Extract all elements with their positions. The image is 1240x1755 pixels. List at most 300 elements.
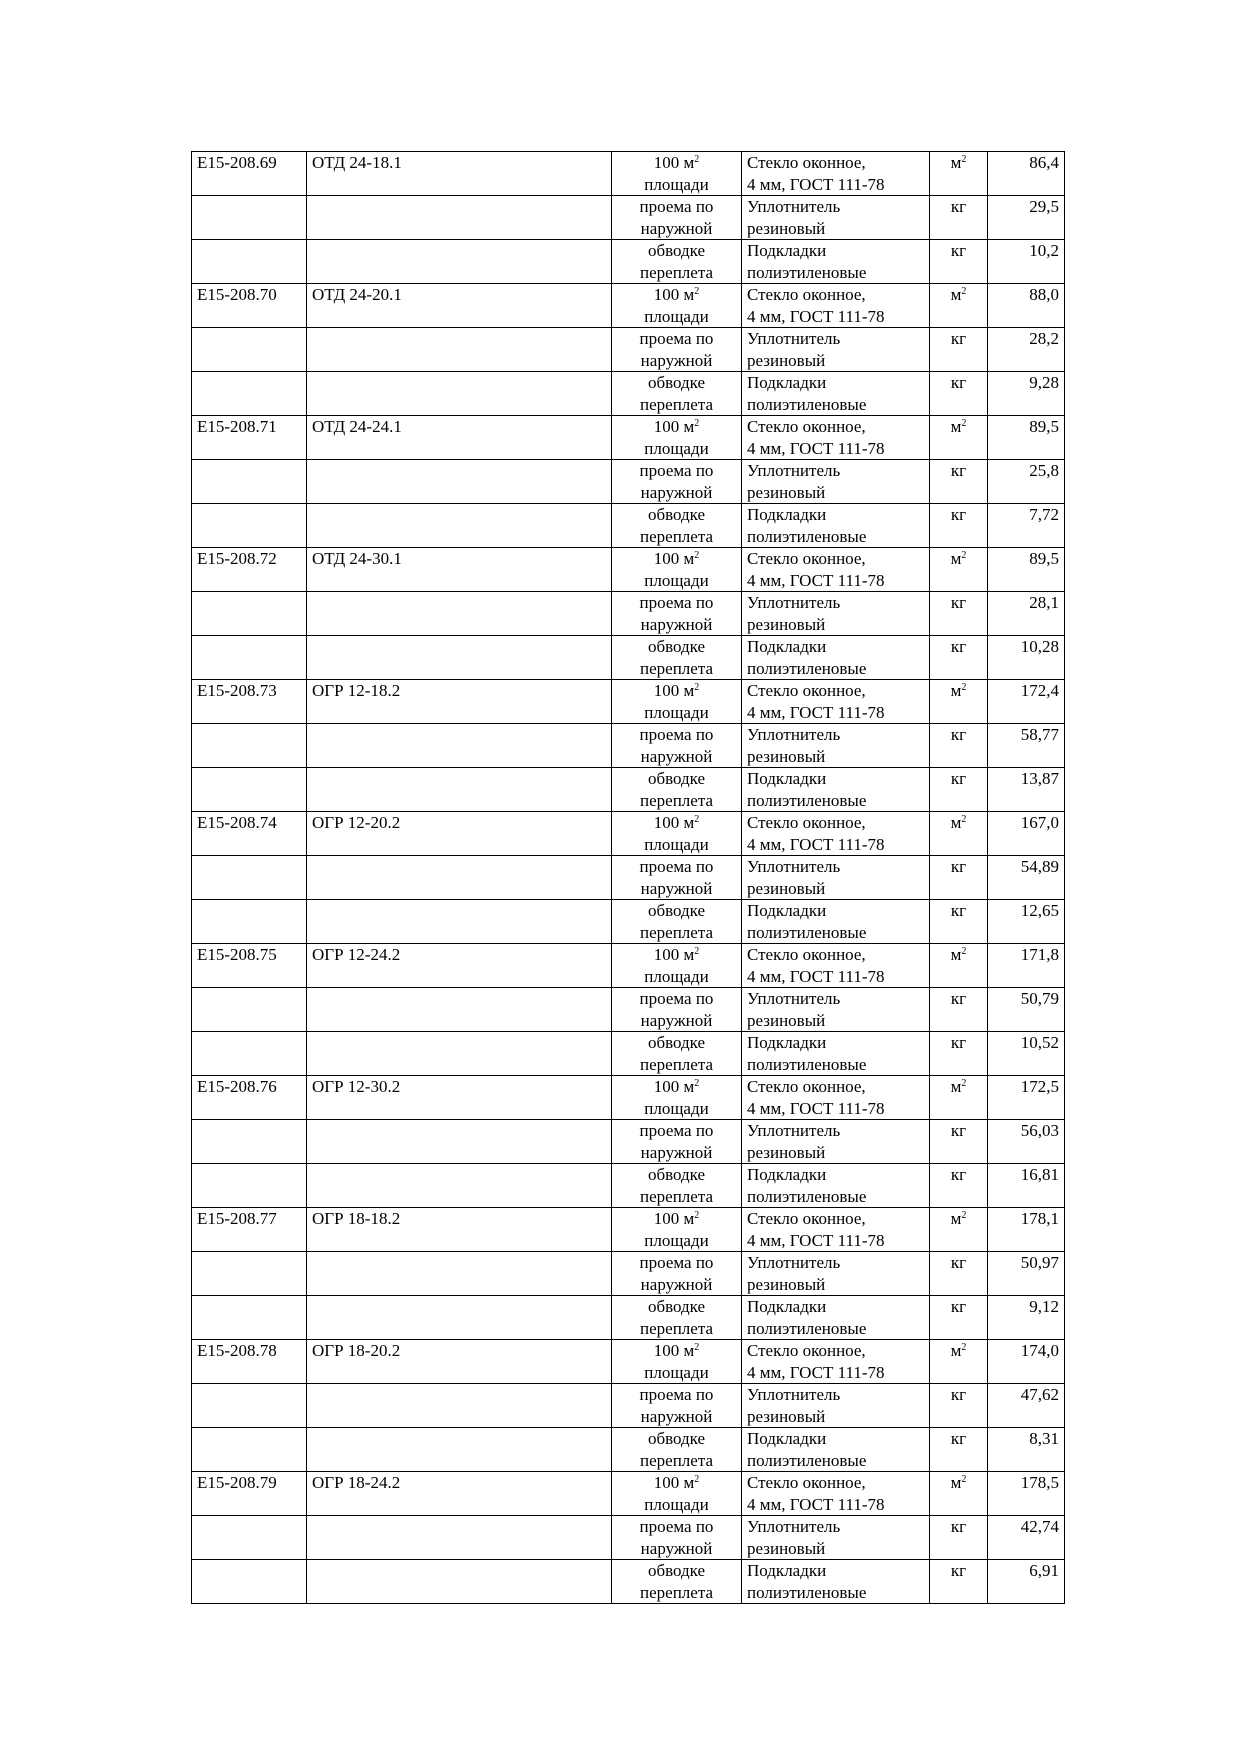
resource-line: 4 мм, ГОСТ 111-78 bbox=[747, 174, 885, 194]
window-mark-cell bbox=[307, 988, 612, 1032]
norm-code-cell bbox=[192, 1516, 307, 1560]
norm-code-cell bbox=[192, 636, 307, 680]
resource-line: Уплотнитель bbox=[747, 1517, 841, 1536]
superscript-2: 2 bbox=[694, 154, 700, 165]
measure-unit-cell bbox=[612, 680, 742, 724]
norm-code-cell: Е15-208.70 bbox=[192, 284, 307, 328]
table-row bbox=[192, 812, 1065, 856]
table-row bbox=[192, 1076, 1065, 1120]
resource-unit-cell bbox=[930, 548, 988, 592]
table-row bbox=[192, 372, 1065, 416]
resource-unit-cell bbox=[930, 1252, 988, 1296]
resource-line: Уплотнитель bbox=[747, 461, 841, 480]
norm-code-cell bbox=[192, 1560, 307, 1604]
quantity-cell: 9,12 bbox=[988, 1296, 1065, 1340]
measure-line: обводке bbox=[647, 769, 706, 788]
table-row bbox=[192, 416, 1065, 460]
resource-line: резиновый bbox=[747, 878, 826, 898]
unit-label: кг bbox=[950, 989, 967, 1008]
measure-line: площади bbox=[644, 702, 709, 722]
resource-name-cell bbox=[742, 152, 930, 196]
table-row bbox=[192, 548, 1065, 592]
window-mark-cell bbox=[307, 328, 612, 372]
measure-line: 100 м bbox=[653, 1473, 695, 1492]
measure-line: наружной bbox=[640, 614, 713, 634]
window-mark-cell: ОГР 12-20.2 bbox=[307, 812, 612, 856]
resource-unit-cell bbox=[930, 592, 988, 636]
window-mark-cell bbox=[307, 1296, 612, 1340]
quantity-cell: 47,62 bbox=[988, 1384, 1065, 1428]
unit-label: кг bbox=[950, 505, 967, 524]
resource-line: 4 мм, ГОСТ 111-78 bbox=[747, 1098, 885, 1118]
measure-unit-cell bbox=[612, 504, 742, 548]
measure-unit-cell bbox=[612, 1516, 742, 1560]
norm-code-cell bbox=[192, 460, 307, 504]
quantity-cell: 29,5 bbox=[988, 196, 1065, 240]
resource-unit-cell bbox=[930, 900, 988, 944]
resource-line: Уплотнитель bbox=[747, 725, 841, 744]
resource-line: полиэтиленовые bbox=[747, 1450, 867, 1470]
resource-line: 4 мм, ГОСТ 111-78 bbox=[747, 1494, 885, 1514]
resource-unit-cell bbox=[930, 284, 988, 328]
measure-unit-cell bbox=[612, 900, 742, 944]
resource-name-cell bbox=[742, 1208, 930, 1252]
superscript-2: 2 bbox=[961, 682, 967, 693]
resource-line: полиэтиленовые bbox=[747, 1054, 867, 1074]
window-mark-cell: ОГР 18-18.2 bbox=[307, 1208, 612, 1252]
table-row bbox=[192, 1120, 1065, 1164]
resource-name-cell bbox=[742, 1076, 930, 1120]
measure-unit-cell bbox=[612, 1208, 742, 1252]
norm-code-cell: Е15-208.75 bbox=[192, 944, 307, 988]
measure-line: 100 м bbox=[653, 945, 695, 964]
norm-code-cell: Е15-208.72 bbox=[192, 548, 307, 592]
quantity-cell: 9,28 bbox=[988, 372, 1065, 416]
measure-unit-cell bbox=[612, 1296, 742, 1340]
window-mark-cell: ОГР 12-18.2 bbox=[307, 680, 612, 724]
unit-label: м bbox=[950, 1341, 962, 1360]
resource-name-cell bbox=[742, 1560, 930, 1604]
resource-name-cell bbox=[742, 988, 930, 1032]
measure-line: проема по bbox=[639, 1385, 714, 1404]
unit-label: м bbox=[950, 1077, 962, 1096]
unit-label: м bbox=[950, 681, 962, 700]
resource-line: Уплотнитель bbox=[747, 857, 841, 876]
norms-table bbox=[191, 151, 1065, 1604]
unit-label: кг bbox=[950, 1165, 967, 1184]
table-row bbox=[192, 504, 1065, 548]
measure-unit-cell bbox=[612, 988, 742, 1032]
measure-line: переплета bbox=[640, 526, 713, 546]
unit-label: кг bbox=[950, 901, 967, 920]
measure-line: проема по bbox=[639, 593, 714, 612]
resource-name-cell bbox=[742, 1120, 930, 1164]
unit-label: кг bbox=[950, 1297, 967, 1316]
norm-code-cell: Е15-208.78 bbox=[192, 1340, 307, 1384]
measure-line: площади bbox=[644, 570, 709, 590]
resource-unit-cell bbox=[930, 944, 988, 988]
resource-line: Стекло оконное, bbox=[747, 153, 866, 172]
measure-unit-cell bbox=[612, 1340, 742, 1384]
resource-unit-cell bbox=[930, 680, 988, 724]
resource-name-cell bbox=[742, 1384, 930, 1428]
measure-unit-cell bbox=[612, 1384, 742, 1428]
quantity-cell: 28,2 bbox=[988, 328, 1065, 372]
resource-name-cell bbox=[742, 1296, 930, 1340]
resource-unit-cell bbox=[930, 1516, 988, 1560]
resource-line: полиэтиленовые bbox=[747, 394, 867, 414]
norm-code-cell bbox=[192, 1164, 307, 1208]
window-mark-cell: ОГР 18-24.2 bbox=[307, 1472, 612, 1516]
superscript-2: 2 bbox=[694, 1210, 700, 1221]
window-mark-cell bbox=[307, 1560, 612, 1604]
quantity-cell: 50,97 bbox=[988, 1252, 1065, 1296]
resource-line: полиэтиленовые bbox=[747, 526, 867, 546]
resource-unit-cell bbox=[930, 724, 988, 768]
norm-code-cell: Е15-208.77 bbox=[192, 1208, 307, 1252]
resource-line: резиновый bbox=[747, 746, 826, 766]
resource-name-cell bbox=[742, 460, 930, 504]
quantity-cell: 172,5 bbox=[988, 1076, 1065, 1120]
resource-name-cell bbox=[742, 944, 930, 988]
norm-code-cell bbox=[192, 504, 307, 548]
measure-line: проема по bbox=[639, 329, 714, 348]
resource-line: Уплотнитель bbox=[747, 1121, 841, 1140]
unit-label: м bbox=[950, 285, 962, 304]
resource-unit-cell bbox=[930, 1340, 988, 1384]
measure-unit-cell bbox=[612, 636, 742, 680]
table-row bbox=[192, 944, 1065, 988]
measure-line: проема по bbox=[639, 1517, 714, 1536]
norm-code-cell bbox=[192, 856, 307, 900]
window-mark-cell bbox=[307, 1428, 612, 1472]
resource-line: резиновый bbox=[747, 482, 826, 502]
superscript-2: 2 bbox=[694, 814, 700, 825]
unit-label: м bbox=[950, 417, 962, 436]
quantity-cell: 10,28 bbox=[988, 636, 1065, 680]
resource-line: 4 мм, ГОСТ 111-78 bbox=[747, 702, 885, 722]
window-mark-cell: ОГР 18-20.2 bbox=[307, 1340, 612, 1384]
unit-label: кг bbox=[950, 1033, 967, 1052]
measure-line: переплета bbox=[640, 1054, 713, 1074]
table-row bbox=[192, 724, 1065, 768]
quantity-cell: 174,0 bbox=[988, 1340, 1065, 1384]
measure-unit-cell bbox=[612, 1032, 742, 1076]
measure-line: проема по bbox=[639, 857, 714, 876]
resource-name-cell bbox=[742, 856, 930, 900]
quantity-cell: 167,0 bbox=[988, 812, 1065, 856]
quantity-cell: 13,87 bbox=[988, 768, 1065, 812]
measure-line: 100 м bbox=[653, 813, 695, 832]
resource-line: Уплотнитель bbox=[747, 593, 841, 612]
quantity-cell: 56,03 bbox=[988, 1120, 1065, 1164]
superscript-2: 2 bbox=[961, 154, 967, 165]
resource-line: Стекло оконное, bbox=[747, 813, 866, 832]
resource-name-cell bbox=[742, 240, 930, 284]
unit-label: кг bbox=[950, 593, 967, 612]
measure-line: наружной bbox=[640, 1274, 713, 1294]
measure-line: обводке bbox=[647, 901, 706, 920]
norm-code-cell bbox=[192, 592, 307, 636]
measure-line: обводке bbox=[647, 241, 706, 260]
resource-line: Подкладки bbox=[747, 637, 827, 656]
resource-name-cell bbox=[742, 548, 930, 592]
norm-code-cell bbox=[192, 1252, 307, 1296]
unit-label: м bbox=[950, 549, 962, 568]
quantity-cell: 16,81 bbox=[988, 1164, 1065, 1208]
resource-name-cell bbox=[742, 504, 930, 548]
resource-name-cell bbox=[742, 1428, 930, 1472]
resource-line: Уплотнитель bbox=[747, 1385, 841, 1404]
unit-label: кг bbox=[950, 1121, 967, 1140]
measure-line: проема по bbox=[639, 461, 714, 480]
resource-name-cell bbox=[742, 328, 930, 372]
measure-line: обводке bbox=[647, 505, 706, 524]
unit-label: кг bbox=[950, 373, 967, 392]
resource-line: полиэтиленовые bbox=[747, 658, 867, 678]
superscript-2: 2 bbox=[694, 1078, 700, 1089]
norm-code-cell bbox=[192, 724, 307, 768]
window-mark-cell bbox=[307, 196, 612, 240]
measure-line: 100 м bbox=[653, 417, 695, 436]
resource-line: Подкладки bbox=[747, 373, 827, 392]
resource-line: 4 мм, ГОСТ 111-78 bbox=[747, 1362, 885, 1382]
measure-line: наружной bbox=[640, 1406, 713, 1426]
norm-code-cell bbox=[192, 900, 307, 944]
resource-line: Подкладки bbox=[747, 1297, 827, 1316]
resource-line: Подкладки bbox=[747, 241, 827, 260]
window-mark-cell: ОГР 12-24.2 bbox=[307, 944, 612, 988]
resource-line: 4 мм, ГОСТ 111-78 bbox=[747, 438, 885, 458]
measure-line: 100 м bbox=[653, 285, 695, 304]
window-mark-cell bbox=[307, 856, 612, 900]
measure-unit-cell bbox=[612, 592, 742, 636]
measure-line: 100 м bbox=[653, 1341, 695, 1360]
resource-line: полиэтиленовые bbox=[747, 1318, 867, 1338]
resource-unit-cell bbox=[930, 460, 988, 504]
measure-line: наружной bbox=[640, 878, 713, 898]
measure-line: переплета bbox=[640, 790, 713, 810]
resource-name-cell bbox=[742, 724, 930, 768]
table-row bbox=[192, 900, 1065, 944]
resource-name-cell bbox=[742, 416, 930, 460]
superscript-2: 2 bbox=[961, 1342, 967, 1353]
measure-line: площади bbox=[644, 174, 709, 194]
norm-code-cell: Е15-208.73 bbox=[192, 680, 307, 724]
resource-unit-cell bbox=[930, 988, 988, 1032]
resource-line: резиновый bbox=[747, 1010, 826, 1030]
unit-label: м bbox=[950, 945, 962, 964]
norm-code-cell bbox=[192, 372, 307, 416]
resource-line: Уплотнитель bbox=[747, 329, 841, 348]
quantity-cell: 178,5 bbox=[988, 1472, 1065, 1516]
norm-code-cell bbox=[192, 768, 307, 812]
superscript-2: 2 bbox=[961, 814, 967, 825]
measure-unit-cell bbox=[612, 724, 742, 768]
resource-name-cell bbox=[742, 592, 930, 636]
resource-unit-cell bbox=[930, 1164, 988, 1208]
measure-line: обводке bbox=[647, 637, 706, 656]
resource-line: Стекло оконное, bbox=[747, 1473, 866, 1492]
quantity-cell: 8,31 bbox=[988, 1428, 1065, 1472]
measure-line: проема по bbox=[639, 1121, 714, 1140]
window-mark-cell: ОГР 12-30.2 bbox=[307, 1076, 612, 1120]
measure-line: наружной bbox=[640, 746, 713, 766]
measure-unit-cell bbox=[612, 1164, 742, 1208]
measure-line: обводке bbox=[647, 1297, 706, 1316]
unit-label: м bbox=[950, 813, 962, 832]
measure-unit-cell bbox=[612, 1428, 742, 1472]
measure-line: переплета bbox=[640, 262, 713, 282]
table-row bbox=[192, 856, 1065, 900]
unit-label: кг bbox=[950, 725, 967, 744]
measure-line: наружной bbox=[640, 218, 713, 238]
measure-line: 100 м bbox=[653, 549, 695, 568]
unit-label: кг bbox=[950, 1561, 967, 1580]
resource-line: Подкладки bbox=[747, 901, 827, 920]
measure-line: обводке bbox=[647, 373, 706, 392]
quantity-cell: 12,65 bbox=[988, 900, 1065, 944]
window-mark-cell: ОТД 24-30.1 bbox=[307, 548, 612, 592]
norm-code-cell: Е15-208.69 bbox=[192, 152, 307, 196]
measure-line: площади bbox=[644, 1098, 709, 1118]
measure-line: обводке bbox=[647, 1429, 706, 1448]
measure-unit-cell bbox=[612, 812, 742, 856]
measure-line: площади bbox=[644, 834, 709, 854]
window-mark-cell bbox=[307, 592, 612, 636]
measure-line: переплета bbox=[640, 1450, 713, 1470]
superscript-2: 2 bbox=[694, 946, 700, 957]
quantity-cell: 42,74 bbox=[988, 1516, 1065, 1560]
table-row bbox=[192, 1296, 1065, 1340]
window-mark-cell: ОТД 24-20.1 bbox=[307, 284, 612, 328]
table-row bbox=[192, 1516, 1065, 1560]
norm-code-cell bbox=[192, 196, 307, 240]
norm-code-cell bbox=[192, 240, 307, 284]
window-mark-cell bbox=[307, 724, 612, 768]
table-row bbox=[192, 1340, 1065, 1384]
table-row bbox=[192, 636, 1065, 680]
quantity-cell: 178,1 bbox=[988, 1208, 1065, 1252]
superscript-2: 2 bbox=[694, 418, 700, 429]
resource-line: 4 мм, ГОСТ 111-78 bbox=[747, 1230, 885, 1250]
resource-line: Подкладки bbox=[747, 1033, 827, 1052]
resource-unit-cell bbox=[930, 504, 988, 548]
resource-line: полиэтиленовые bbox=[747, 1186, 867, 1206]
unit-label: кг bbox=[950, 637, 967, 656]
measure-line: обводке bbox=[647, 1561, 706, 1580]
window-mark-cell bbox=[307, 1384, 612, 1428]
measure-line: наружной bbox=[640, 350, 713, 370]
measure-line: наружной bbox=[640, 482, 713, 502]
window-mark-cell bbox=[307, 1164, 612, 1208]
measure-line: 100 м bbox=[653, 153, 695, 172]
superscript-2: 2 bbox=[961, 418, 967, 429]
resource-line: 4 мм, ГОСТ 111-78 bbox=[747, 570, 885, 590]
measure-line: наружной bbox=[640, 1142, 713, 1162]
measure-line: наружной bbox=[640, 1538, 713, 1558]
measure-unit-cell bbox=[612, 328, 742, 372]
superscript-2: 2 bbox=[694, 286, 700, 297]
resource-unit-cell bbox=[930, 1032, 988, 1076]
measure-unit-cell bbox=[612, 1076, 742, 1120]
resource-name-cell bbox=[742, 1164, 930, 1208]
resource-line: Уплотнитель bbox=[747, 1253, 841, 1272]
measure-line: переплета bbox=[640, 922, 713, 942]
table-row bbox=[192, 1384, 1065, 1428]
norm-code-cell bbox=[192, 1296, 307, 1340]
resource-name-cell bbox=[742, 1516, 930, 1560]
resource-unit-cell bbox=[930, 196, 988, 240]
quantity-cell: 28,1 bbox=[988, 592, 1065, 636]
table-row bbox=[192, 680, 1065, 724]
resource-line: полиэтиленовые bbox=[747, 1582, 867, 1602]
unit-label: кг bbox=[950, 241, 967, 260]
window-mark-cell bbox=[307, 1032, 612, 1076]
superscript-2: 2 bbox=[961, 286, 967, 297]
resource-unit-cell bbox=[930, 1120, 988, 1164]
superscript-2: 2 bbox=[961, 1474, 967, 1485]
table-row bbox=[192, 460, 1065, 504]
window-mark-cell bbox=[307, 768, 612, 812]
quantity-cell: 172,4 bbox=[988, 680, 1065, 724]
table-row bbox=[192, 1032, 1065, 1076]
resource-name-cell bbox=[742, 372, 930, 416]
resource-line: полиэтиленовые bbox=[747, 790, 867, 810]
resource-unit-cell bbox=[930, 856, 988, 900]
measure-line: 100 м bbox=[653, 1209, 695, 1228]
unit-label: кг bbox=[950, 329, 967, 348]
measure-unit-cell bbox=[612, 196, 742, 240]
resource-line: Стекло оконное, bbox=[747, 1077, 866, 1096]
table-row bbox=[192, 1252, 1065, 1296]
superscript-2: 2 bbox=[694, 1342, 700, 1353]
resource-unit-cell bbox=[930, 1384, 988, 1428]
measure-unit-cell bbox=[612, 240, 742, 284]
resource-unit-cell bbox=[930, 416, 988, 460]
resource-unit-cell bbox=[930, 636, 988, 680]
measure-line: площади bbox=[644, 1362, 709, 1382]
table-row bbox=[192, 284, 1065, 328]
table-row bbox=[192, 1208, 1065, 1252]
quantity-cell: 88,0 bbox=[988, 284, 1065, 328]
table-row bbox=[192, 592, 1065, 636]
measure-unit-cell bbox=[612, 768, 742, 812]
window-mark-cell bbox=[307, 504, 612, 548]
table-row bbox=[192, 768, 1065, 812]
norm-code-cell: Е15-208.76 bbox=[192, 1076, 307, 1120]
superscript-2: 2 bbox=[961, 1210, 967, 1221]
measure-line: обводке bbox=[647, 1165, 706, 1184]
quantity-cell: 89,5 bbox=[988, 548, 1065, 592]
resource-unit-cell bbox=[930, 372, 988, 416]
measure-line: переплета bbox=[640, 658, 713, 678]
norm-code-cell bbox=[192, 1120, 307, 1164]
quantity-cell: 171,8 bbox=[988, 944, 1065, 988]
resource-name-cell bbox=[742, 284, 930, 328]
resource-name-cell bbox=[742, 636, 930, 680]
resource-line: резиновый bbox=[747, 1538, 826, 1558]
measure-line: проема по bbox=[639, 725, 714, 744]
resource-line: Уплотнитель bbox=[747, 197, 841, 216]
norm-code-cell bbox=[192, 1384, 307, 1428]
measure-unit-cell bbox=[612, 1252, 742, 1296]
unit-label: кг bbox=[950, 769, 967, 788]
measure-line: наружной bbox=[640, 1010, 713, 1030]
norm-code-cell bbox=[192, 328, 307, 372]
resource-name-cell bbox=[742, 1032, 930, 1076]
measure-line: обводке bbox=[647, 1033, 706, 1052]
